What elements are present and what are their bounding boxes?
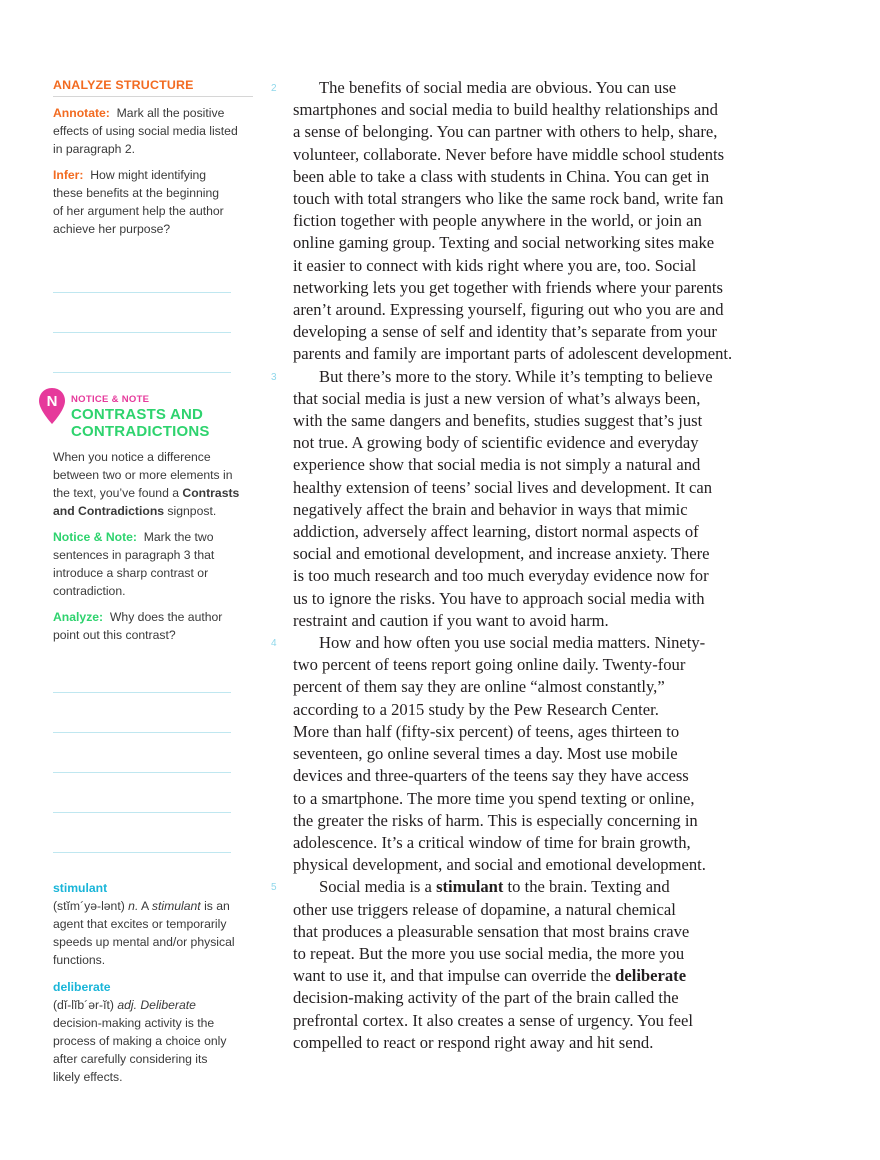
notice-text-4: contradiction. (53, 584, 126, 598)
vocabulary-block (53, 879, 253, 1092)
text-line: that produces a pleasurable sensation that most brains crave (293, 921, 690, 941)
signpost-intro (53, 448, 253, 520)
vocab-term: Deliberate (140, 998, 196, 1012)
paragraph-3 (271, 366, 753, 632)
text-line: aren’t around. Expressing yourself, figuring out who you are and (293, 300, 724, 320)
text-line: not true. A growing body of scientific evidence and everyday (293, 433, 699, 453)
text-run: to the brain. Texting and (503, 877, 670, 897)
article-body (271, 77, 753, 1054)
text-line: percent of them say they are online “almost constantly,” (293, 677, 665, 697)
signpost-title (71, 406, 253, 440)
text-line: the greater the risks of harm. This is especially concerning in (293, 810, 698, 830)
text-line: a sense of belonging. You can partner with others to help, share, (293, 122, 718, 142)
analyze-structure-heading: ANALYZE STRUCTURE (53, 78, 253, 97)
text-line: with the same dangers and benefits, studies suggest that’s just (293, 411, 703, 431)
paragraph-2 (271, 77, 753, 366)
text-line: addiction, adversely affect learning, distort normal aspects of (293, 522, 699, 542)
annotate-text-3: in paragraph 2. (53, 142, 135, 156)
notice-prompt (53, 528, 253, 600)
definition-1: decision-making activity is the (53, 1016, 215, 1030)
pin-letter: N (46, 393, 58, 410)
vocab-highlight-deliberate[interactable]: deliberate (615, 966, 687, 986)
text-line: devices and three-quarters of the teens say they have access (293, 766, 689, 786)
annotate-prompt (53, 104, 253, 158)
notice-label: Notice & Note: (53, 530, 137, 544)
analyze-label: Analyze: (53, 610, 104, 624)
infer-text-1: How might identifying (90, 168, 207, 182)
intro-text-2: between two or more elements in (53, 468, 233, 482)
intro-end: signpost. (164, 504, 217, 518)
definition-3: speeds up mental and/or physical (53, 935, 235, 949)
text-line: compelled to react or respond right away and hit send. (293, 1032, 654, 1052)
text-line: according to a 2015 study by the Pew Research Center. (293, 699, 659, 719)
text-line: it easier to connect with kids right where you are, too. Social (293, 255, 697, 275)
paragraph-4 (271, 632, 753, 876)
annotate-text-2: effects of using social media listed (53, 124, 238, 138)
text-line: More than half (fifty-six percent) of teens, ages thirteen to (293, 721, 680, 741)
answer-line[interactable] (53, 332, 231, 333)
definition-4: functions. (53, 953, 106, 967)
notice-text-1: Mark the two (143, 530, 214, 544)
vocab-word[interactable]: deliberate (53, 980, 111, 994)
notice-note-pin-icon (38, 387, 66, 425)
text-line: that social media is just a new version of what’s always been, (293, 388, 701, 408)
answer-line[interactable] (53, 372, 231, 373)
sidebar (46, 78, 253, 1084)
text-line (293, 965, 753, 987)
text-run: Social media is a (319, 877, 437, 897)
text-line: developing a sense of self and identity that’s separate from your (293, 322, 717, 342)
analyze-text-1: Why does the author (109, 610, 223, 624)
definition-2: agent that excites or temporarily (53, 917, 227, 931)
vocab-entry-stimulant: stimulant (stĭm´yə-lənt) n. A stimulant is an agent that excites or temporarily speeds up mental and/or physical functions. (53, 881, 235, 967)
infer-text-2: these benefits at the beginning (53, 186, 220, 200)
signpost-title-1: CONTRASTS AND (71, 406, 204, 423)
text-line: fiction together with people anywhere in the world, or join an (293, 211, 702, 231)
text-line: experience show that social media is not simply a natural and (293, 455, 701, 475)
intro-text-1: When you notice a difference (53, 450, 211, 464)
annotate-label: Annotate: (53, 106, 110, 120)
text-line: parents and family are important parts of adolescent development. (293, 344, 733, 364)
text-line: is too much research and too much everyday evidence now for (293, 566, 709, 586)
text-line: seventeen, go online several times a day. Most use mobile (293, 744, 678, 764)
text-run: want to use it, and that impulse can override the (293, 966, 616, 986)
intro-text-3: the text, you’ve found a (53, 486, 183, 500)
analyze-prompt (53, 608, 253, 644)
definition-4: likely effects. (53, 1070, 123, 1084)
notice-text-2: sentences in paragraph 3 that (53, 548, 215, 562)
text-line: been able to take a class with students in China. You can get in (293, 166, 710, 186)
text-line (293, 876, 753, 898)
text-line: negatively affect the brain and behavior in ways that mimic (293, 499, 688, 519)
text-line: adolescence. It’s a critical window of time for brain growth, (293, 832, 691, 852)
vocab-highlight-stimulant[interactable]: stimulant (436, 877, 504, 897)
text-line: other use triggers release of dopamine, a natural chemical (293, 899, 676, 919)
part-of-speech: adj. (117, 998, 137, 1012)
text-line: to repeat. But the more you use social media, the more you (293, 943, 685, 963)
vocab-term: stimulant (151, 899, 201, 913)
text-line: But there’s more to the story. While it’s tempting to believe (319, 366, 713, 386)
answer-line[interactable] (53, 292, 231, 293)
notice-text-3: introduce a sharp contrast or (53, 566, 209, 580)
infer-text-3: of her argument help the author (53, 204, 224, 218)
text-line: How and how often you use social media matters. Ninety- (319, 633, 706, 653)
text-line: us to ignore the risks. You have to approach social media with (293, 588, 705, 608)
text-line: social and emotional development, and increase anxiety. There (293, 544, 710, 564)
paragraph-number: 4 (271, 638, 277, 650)
paragraph-number: 2 (271, 83, 277, 94)
text-line: two percent of teens report going online daily. Twenty-four (293, 655, 686, 675)
pronunciation: (stĭm´yə-lənt) (53, 899, 125, 913)
analyze-text-2: point out this contrast? (53, 628, 176, 642)
infer-prompt (53, 166, 253, 238)
annotate-text-1: Mark all the positive (116, 106, 225, 120)
intro-bold: Contrasts (182, 486, 240, 500)
text-line: healthy extension of teens’ social lives and development. It can (293, 477, 713, 497)
text-line: The benefits of social media are obvious. You can use (319, 78, 677, 97)
paragraph-number: 5 (271, 882, 277, 894)
part-of-speech: n. (128, 899, 139, 913)
signpost-title-2: CONTRADICTIONS (71, 423, 210, 440)
text-line: networking lets you get together with friends where your parents (293, 277, 723, 297)
vocab-word[interactable]: stimulant (53, 881, 108, 895)
text-line: touch with total strangers who like the same rock band, write fan (293, 189, 724, 209)
text-line: physical development, and social and emotional development. (293, 855, 706, 875)
text-line: prefrontal cortex. It also creates a sense of urgency. You feel (293, 1010, 693, 1030)
text-line: online gaming group. Texting and social networking sites make (293, 233, 715, 253)
definition-3: after carefully considering its (53, 1052, 208, 1066)
answer-line[interactable] (53, 732, 231, 733)
text-line: decision-making activity of the part of the brain called the (293, 988, 679, 1008)
paragraph-5 (271, 876, 753, 1054)
notice-note-tag: NOTICE & NOTE (71, 394, 150, 405)
definition-1: is an (200, 899, 230, 913)
paragraph-number: 3 (271, 371, 277, 383)
pronunciation: (dĭ-lĭb´ər-ĭt) (53, 998, 114, 1012)
vocab-entry-deliberate (53, 978, 253, 1086)
text-line: restraint and caution if you want to avoid harm. (293, 610, 609, 630)
infer-label: Infer: (53, 168, 84, 182)
answer-line[interactable] (53, 692, 231, 693)
answer-line[interactable] (53, 852, 231, 853)
intro-bold-2: and Contradictions (53, 504, 165, 518)
definition-2: process of making a choice only (53, 1034, 227, 1048)
answer-line[interactable] (53, 812, 231, 813)
answer-line[interactable] (53, 772, 231, 773)
text-line: to a smartphone. The more time you spend texting or online, (293, 788, 695, 808)
notice-note-block (46, 387, 253, 652)
text-line: volunteer, collaborate. Never before have middle school students (293, 144, 725, 164)
infer-text-4: achieve her purpose? (53, 222, 171, 236)
text-line: smartphones and social media to build healthy relationships and (293, 100, 718, 120)
